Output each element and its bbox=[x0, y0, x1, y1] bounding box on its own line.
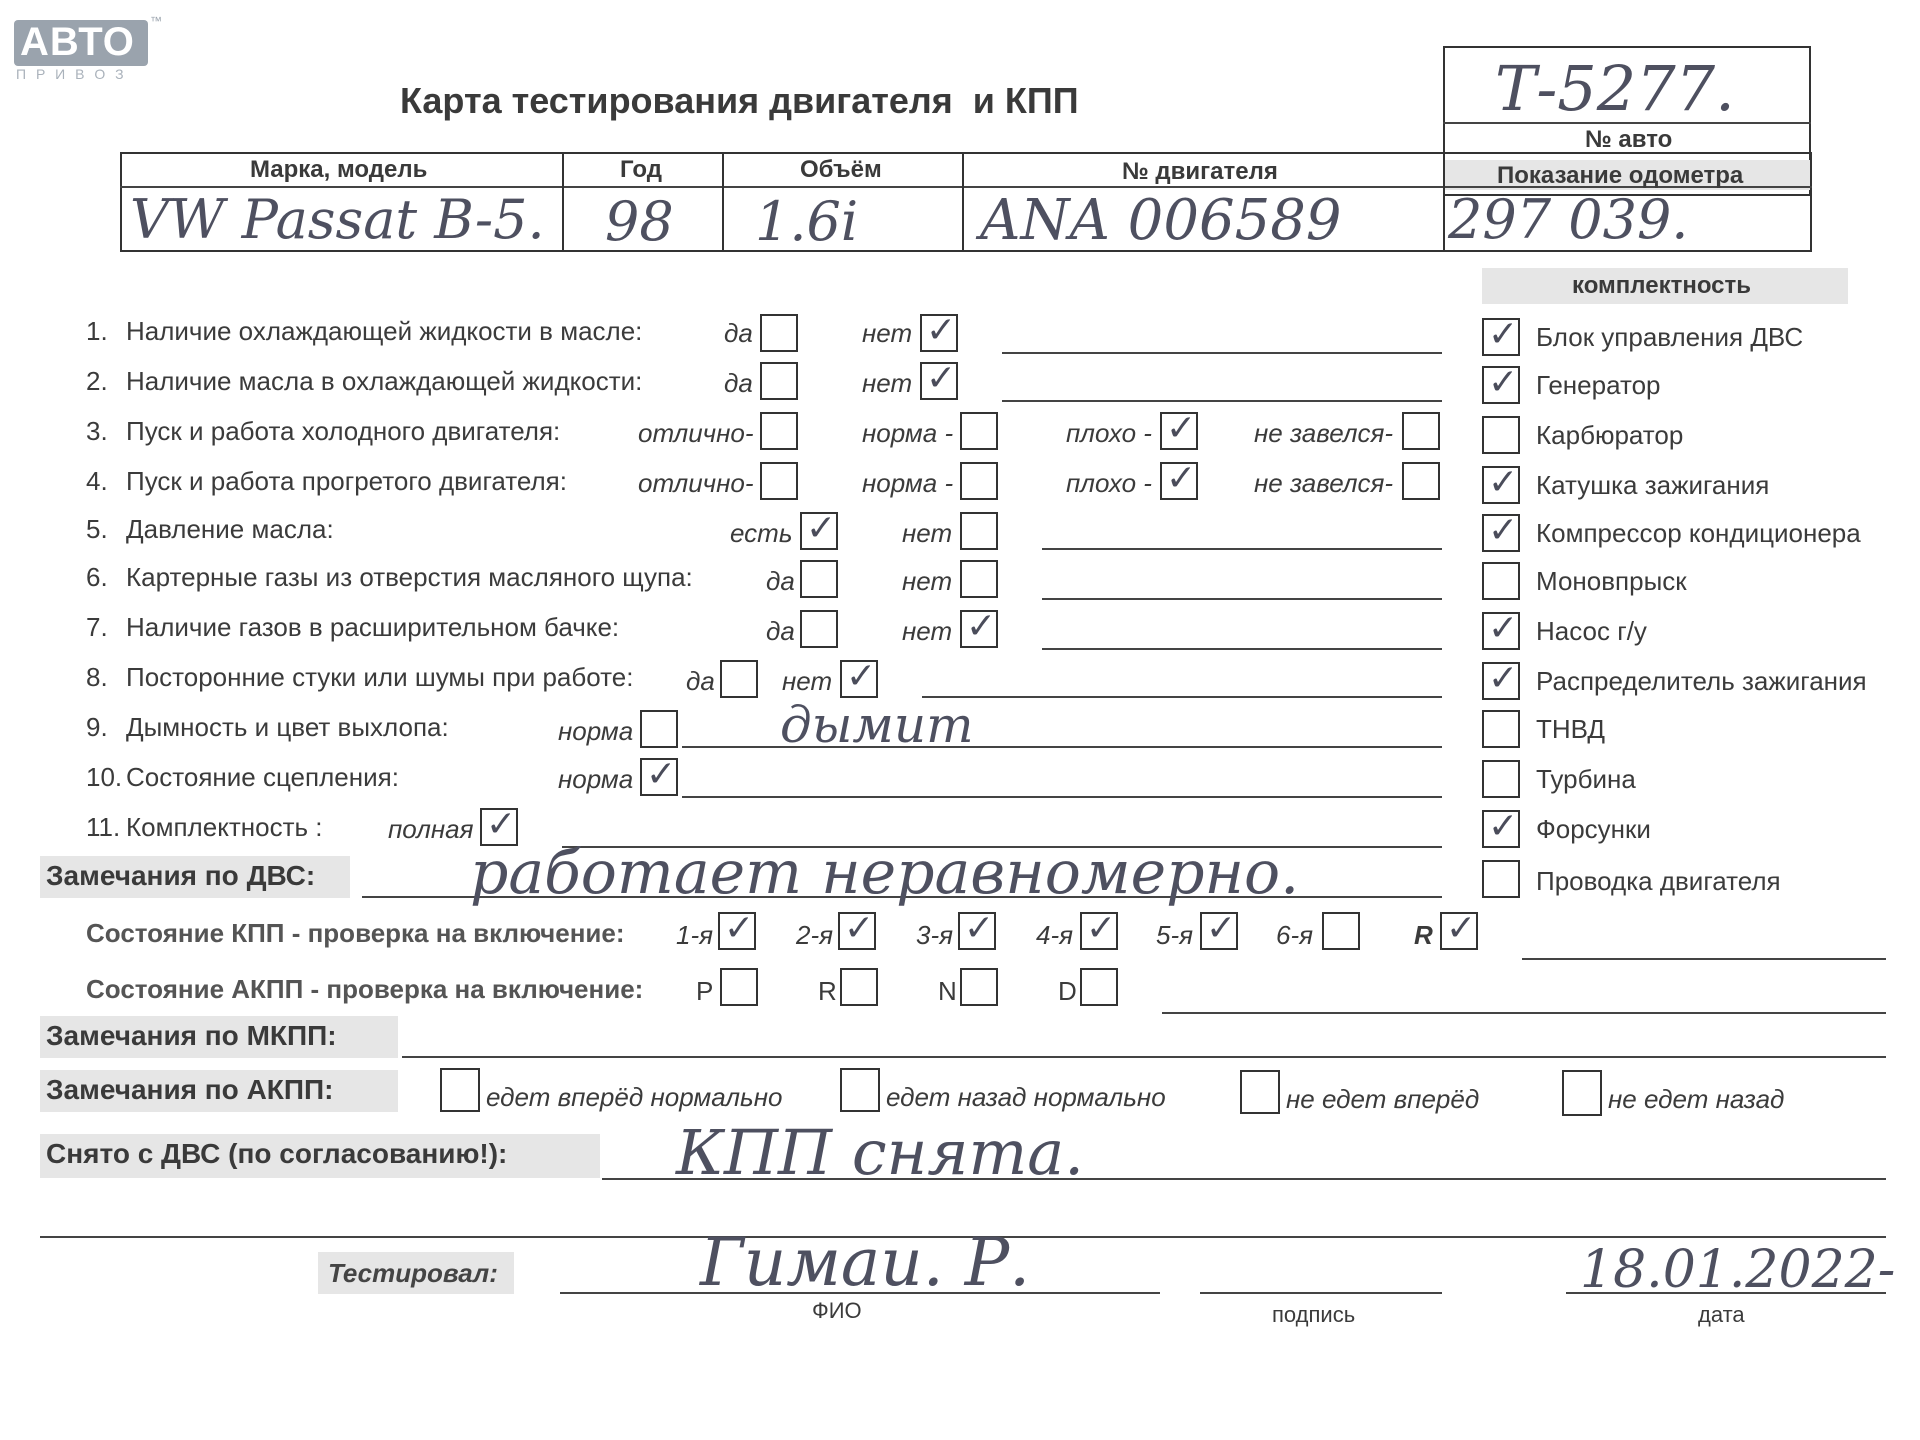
option-label: да bbox=[724, 318, 753, 348]
engine-label: № двигателя bbox=[1122, 158, 1278, 185]
checklist-num: 3. bbox=[86, 416, 108, 446]
checklist-num: 7. bbox=[86, 612, 108, 642]
option-label: нет bbox=[902, 518, 953, 548]
header-col-divider bbox=[722, 152, 724, 252]
option-label: плохо - bbox=[1066, 468, 1152, 498]
option-label: да bbox=[686, 666, 715, 696]
completeness-checkbox[interactable] bbox=[1482, 318, 1520, 356]
logo-sub-text: П Р И В О З bbox=[16, 66, 127, 82]
auto-remark-checkbox[interactable] bbox=[440, 1068, 480, 1112]
car-number-label: № авто bbox=[1585, 126, 1673, 153]
checklist-num: 9. bbox=[86, 712, 108, 742]
gear-label: 1-я bbox=[676, 920, 714, 950]
auto-position-label: P bbox=[696, 976, 714, 1006]
checklist-text: Комплектность : bbox=[126, 812, 323, 842]
option-label: не завелся- bbox=[1254, 418, 1394, 448]
completeness-checkbox[interactable] bbox=[1482, 760, 1520, 798]
option-label: норма bbox=[558, 764, 634, 794]
auto-remark-checkbox[interactable] bbox=[840, 1068, 880, 1112]
completeness-item: Форсунки bbox=[1536, 814, 1651, 844]
checkbox-no[interactable] bbox=[920, 314, 958, 352]
completeness-item: Блок управления ДВС bbox=[1536, 322, 1804, 352]
checkbox-excellent[interactable] bbox=[760, 462, 798, 500]
auto-position-label: R bbox=[818, 976, 837, 1006]
completeness-item: Карбюратор bbox=[1536, 420, 1684, 450]
checkbox-normal[interactable] bbox=[640, 758, 678, 796]
auto-position-checkbox[interactable] bbox=[960, 968, 998, 1006]
completeness-checkbox[interactable] bbox=[1482, 466, 1520, 504]
checkbox-normal[interactable] bbox=[640, 710, 678, 748]
remarks-manual-label: Замечания по МКПП: bbox=[46, 1020, 337, 1051]
checkbox-yes[interactable] bbox=[760, 362, 798, 400]
checklist-text: Картерные газы из отверстия масляного щупа: bbox=[126, 562, 693, 592]
auto-position-checkbox[interactable] bbox=[1080, 968, 1118, 1006]
completeness-item: Турбина bbox=[1536, 764, 1636, 794]
completeness-checkbox[interactable] bbox=[1482, 860, 1520, 898]
auto-remark-checkbox[interactable] bbox=[1562, 1070, 1602, 1116]
option-label: не завелся- bbox=[1254, 468, 1394, 498]
gear-checkbox[interactable] bbox=[838, 912, 876, 950]
answer-line bbox=[1042, 648, 1442, 650]
option-label: нет bbox=[782, 666, 833, 696]
removed-label: Снято с ДВС (по согласованию!): bbox=[46, 1138, 508, 1169]
completeness-item: Катушка зажигания bbox=[1536, 470, 1770, 500]
option-label: нет bbox=[862, 368, 913, 398]
remarks-engine-value: работает неравномерно. bbox=[470, 838, 1300, 908]
gear-label: 5-я bbox=[1156, 920, 1194, 950]
answer-line bbox=[1002, 400, 1442, 402]
engine-value: ANA 006589 bbox=[980, 188, 1342, 253]
checkbox-no[interactable] bbox=[920, 362, 958, 400]
completeness-item: Распределитель зажигания bbox=[1536, 666, 1867, 696]
checklist-text: Пуск и работа холодного двигателя: bbox=[126, 416, 561, 446]
signature-label: подпись bbox=[1272, 1302, 1356, 1327]
option-label: да bbox=[724, 368, 753, 398]
completeness-checkbox[interactable] bbox=[1482, 612, 1520, 650]
completeness-item: Компрессор кондиционера bbox=[1536, 518, 1861, 548]
checklist-text: Дымность и цвет выхлопа: bbox=[126, 712, 449, 742]
option-label: норма bbox=[558, 716, 634, 746]
completeness-item: Генератор bbox=[1536, 370, 1661, 400]
year-label: Год bbox=[620, 156, 662, 183]
checklist-text: Состояние сцепления: bbox=[126, 762, 399, 792]
completeness-checkbox[interactable] bbox=[1482, 562, 1520, 600]
checkbox-bad[interactable] bbox=[1160, 412, 1198, 450]
signature-line bbox=[1200, 1292, 1442, 1294]
completeness-checkbox[interactable] bbox=[1482, 710, 1520, 748]
tested-label: Тестировал: bbox=[328, 1258, 498, 1288]
checkbox-bad[interactable] bbox=[1160, 462, 1198, 500]
answer-line bbox=[922, 696, 1442, 698]
manual-gearbox-label: Состояние КПП - проверка на включение: bbox=[86, 918, 625, 948]
logo-tm: ™ bbox=[150, 14, 162, 28]
header-col-divider bbox=[562, 152, 564, 252]
gear-checkbox[interactable] bbox=[1080, 912, 1118, 950]
removed-value: КПП снята. bbox=[676, 1116, 1084, 1189]
option-label: норма - bbox=[862, 468, 954, 498]
logo-main-text: АВТО bbox=[20, 20, 135, 64]
checkbox-no[interactable] bbox=[960, 560, 998, 598]
odometer-label: Показание одометра bbox=[1497, 162, 1744, 189]
option-label: да bbox=[766, 616, 795, 646]
gear-checkbox[interactable] bbox=[958, 912, 996, 950]
brand-label: Марка, модель bbox=[250, 156, 428, 183]
odometer-value: 297 039. bbox=[1448, 188, 1689, 251]
checklist-num: 1. bbox=[86, 316, 108, 346]
gear-checkbox[interactable] bbox=[1200, 912, 1238, 950]
option-label: нет bbox=[902, 616, 953, 646]
gear-label: 3-я bbox=[916, 920, 954, 950]
checkbox-yes[interactable] bbox=[800, 560, 838, 598]
remarks-auto-label: Замечания по АКПП: bbox=[46, 1074, 334, 1105]
checkbox-yes[interactable] bbox=[800, 610, 838, 648]
option-label: отлично- bbox=[638, 418, 754, 448]
gear-checkbox[interactable] bbox=[1440, 912, 1478, 950]
date-label: дата bbox=[1698, 1302, 1745, 1327]
answer-line bbox=[682, 796, 1442, 798]
answer-line bbox=[1002, 352, 1442, 354]
checkbox-present[interactable] bbox=[800, 512, 838, 550]
option-label: нет bbox=[902, 566, 953, 596]
option-label: норма - bbox=[862, 418, 954, 448]
checkbox-normal[interactable] bbox=[960, 462, 998, 500]
remarks-engine-label: Замечания по ДВС: bbox=[46, 860, 316, 891]
gear-label: 6-я bbox=[1276, 920, 1314, 950]
header-col-divider bbox=[1443, 152, 1445, 252]
tester-name: Гимаи. Р. bbox=[700, 1224, 1031, 1301]
gear-checkbox[interactable] bbox=[1322, 912, 1360, 950]
checkbox-yes[interactable] bbox=[760, 314, 798, 352]
header-col-divider bbox=[962, 152, 964, 252]
gear-label: 2-я bbox=[796, 920, 834, 950]
checklist-text: Наличие газов в расширительном бачке: bbox=[126, 612, 620, 642]
checklist-num: 6. bbox=[86, 562, 108, 592]
auto-position-checkbox[interactable] bbox=[720, 968, 758, 1006]
answer-line bbox=[1042, 598, 1442, 600]
gear-label: 4-я bbox=[1036, 920, 1074, 950]
checklist-text: Давление масла: bbox=[126, 514, 334, 544]
manual-gearbox-line bbox=[1522, 958, 1886, 960]
checklist-text: Пуск и работа прогретого двигателя: bbox=[126, 466, 567, 496]
checkbox-no[interactable] bbox=[840, 660, 878, 698]
page-title: Карта тестирования двигателя и КПП bbox=[400, 80, 1079, 121]
test-date: 18.01.2022- bbox=[1580, 1240, 1896, 1300]
checklist-num: 2. bbox=[86, 366, 108, 396]
checklist-num: 11. bbox=[86, 812, 121, 842]
completeness-checkbox[interactable] bbox=[1482, 810, 1520, 848]
logo bbox=[14, 20, 148, 66]
option-label: да bbox=[766, 566, 795, 596]
year-value: 98 bbox=[605, 190, 674, 253]
checkbox-not-started[interactable] bbox=[1402, 462, 1440, 500]
auto-position-checkbox[interactable] bbox=[840, 968, 878, 1006]
gear-label: R bbox=[1414, 920, 1433, 950]
auto-gearbox-line bbox=[1162, 1012, 1886, 1014]
checklist-num: 5. bbox=[86, 514, 108, 544]
completeness-checkbox[interactable] bbox=[1482, 514, 1520, 552]
checkbox-excellent[interactable] bbox=[760, 412, 798, 450]
checkbox-yes[interactable] bbox=[720, 660, 758, 698]
auto-position-label: N bbox=[938, 976, 957, 1006]
car-number-value: Т-5277. bbox=[1495, 52, 1735, 125]
checklist-num: 8. bbox=[86, 662, 108, 692]
auto-remark-label: едет назад нормально bbox=[886, 1082, 1166, 1112]
checklist-text: Наличие масла в охлаждающей жидкости: bbox=[126, 366, 643, 396]
checklist-text: Наличие охлаждающей жидкости в масле: bbox=[126, 316, 643, 346]
completeness-title: комплектность bbox=[1572, 272, 1752, 299]
auto-position-label: D bbox=[1058, 976, 1077, 1006]
auto-remark-checkbox[interactable] bbox=[1240, 1070, 1280, 1114]
completeness-checkbox[interactable] bbox=[1482, 662, 1520, 700]
completeness-checkbox[interactable] bbox=[1482, 366, 1520, 404]
option-label: есть bbox=[730, 518, 793, 548]
volume-label: Объём bbox=[800, 156, 882, 183]
checkbox-normal[interactable] bbox=[960, 412, 998, 450]
checklist-num: 4. bbox=[86, 466, 108, 496]
auto-remark-label: едет вперёд нормально bbox=[486, 1082, 783, 1112]
option-label: полная bbox=[388, 814, 474, 844]
checkbox-no[interactable] bbox=[960, 610, 998, 648]
completeness-item: Моновпрыск bbox=[1536, 566, 1687, 596]
remarks-manual-line bbox=[402, 1056, 1886, 1058]
gear-checkbox[interactable] bbox=[718, 912, 756, 950]
completeness-item: Насос г/у bbox=[1536, 616, 1647, 646]
option-label: отлично- bbox=[638, 468, 754, 498]
option-label: нет bbox=[862, 318, 913, 348]
fio-label: ФИО bbox=[812, 1298, 862, 1323]
checkbox-not-started[interactable] bbox=[1402, 412, 1440, 450]
completeness-item: Проводка двигателя bbox=[1536, 866, 1781, 896]
auto-remark-label: не едет вперёд bbox=[1286, 1084, 1480, 1114]
auto-gearbox-label: Состояние АКПП - проверка на включение: bbox=[86, 974, 644, 1004]
completeness-checkbox[interactable] bbox=[1482, 416, 1520, 454]
volume-value: 1.6i bbox=[755, 190, 859, 253]
checkbox-absent[interactable] bbox=[960, 512, 998, 550]
brand-value: VW Passat B-5. bbox=[130, 188, 545, 251]
completeness-item: ТНВД bbox=[1536, 714, 1606, 744]
auto-remark-label: не едет назад bbox=[1608, 1084, 1785, 1114]
exhaust-note: дымит bbox=[780, 696, 974, 754]
answer-line bbox=[1042, 548, 1442, 550]
checklist-text: Посторонние стуки или шумы при работе: bbox=[126, 662, 634, 692]
option-label: плохо - bbox=[1066, 418, 1152, 448]
checklist-num: 10. bbox=[86, 762, 123, 792]
